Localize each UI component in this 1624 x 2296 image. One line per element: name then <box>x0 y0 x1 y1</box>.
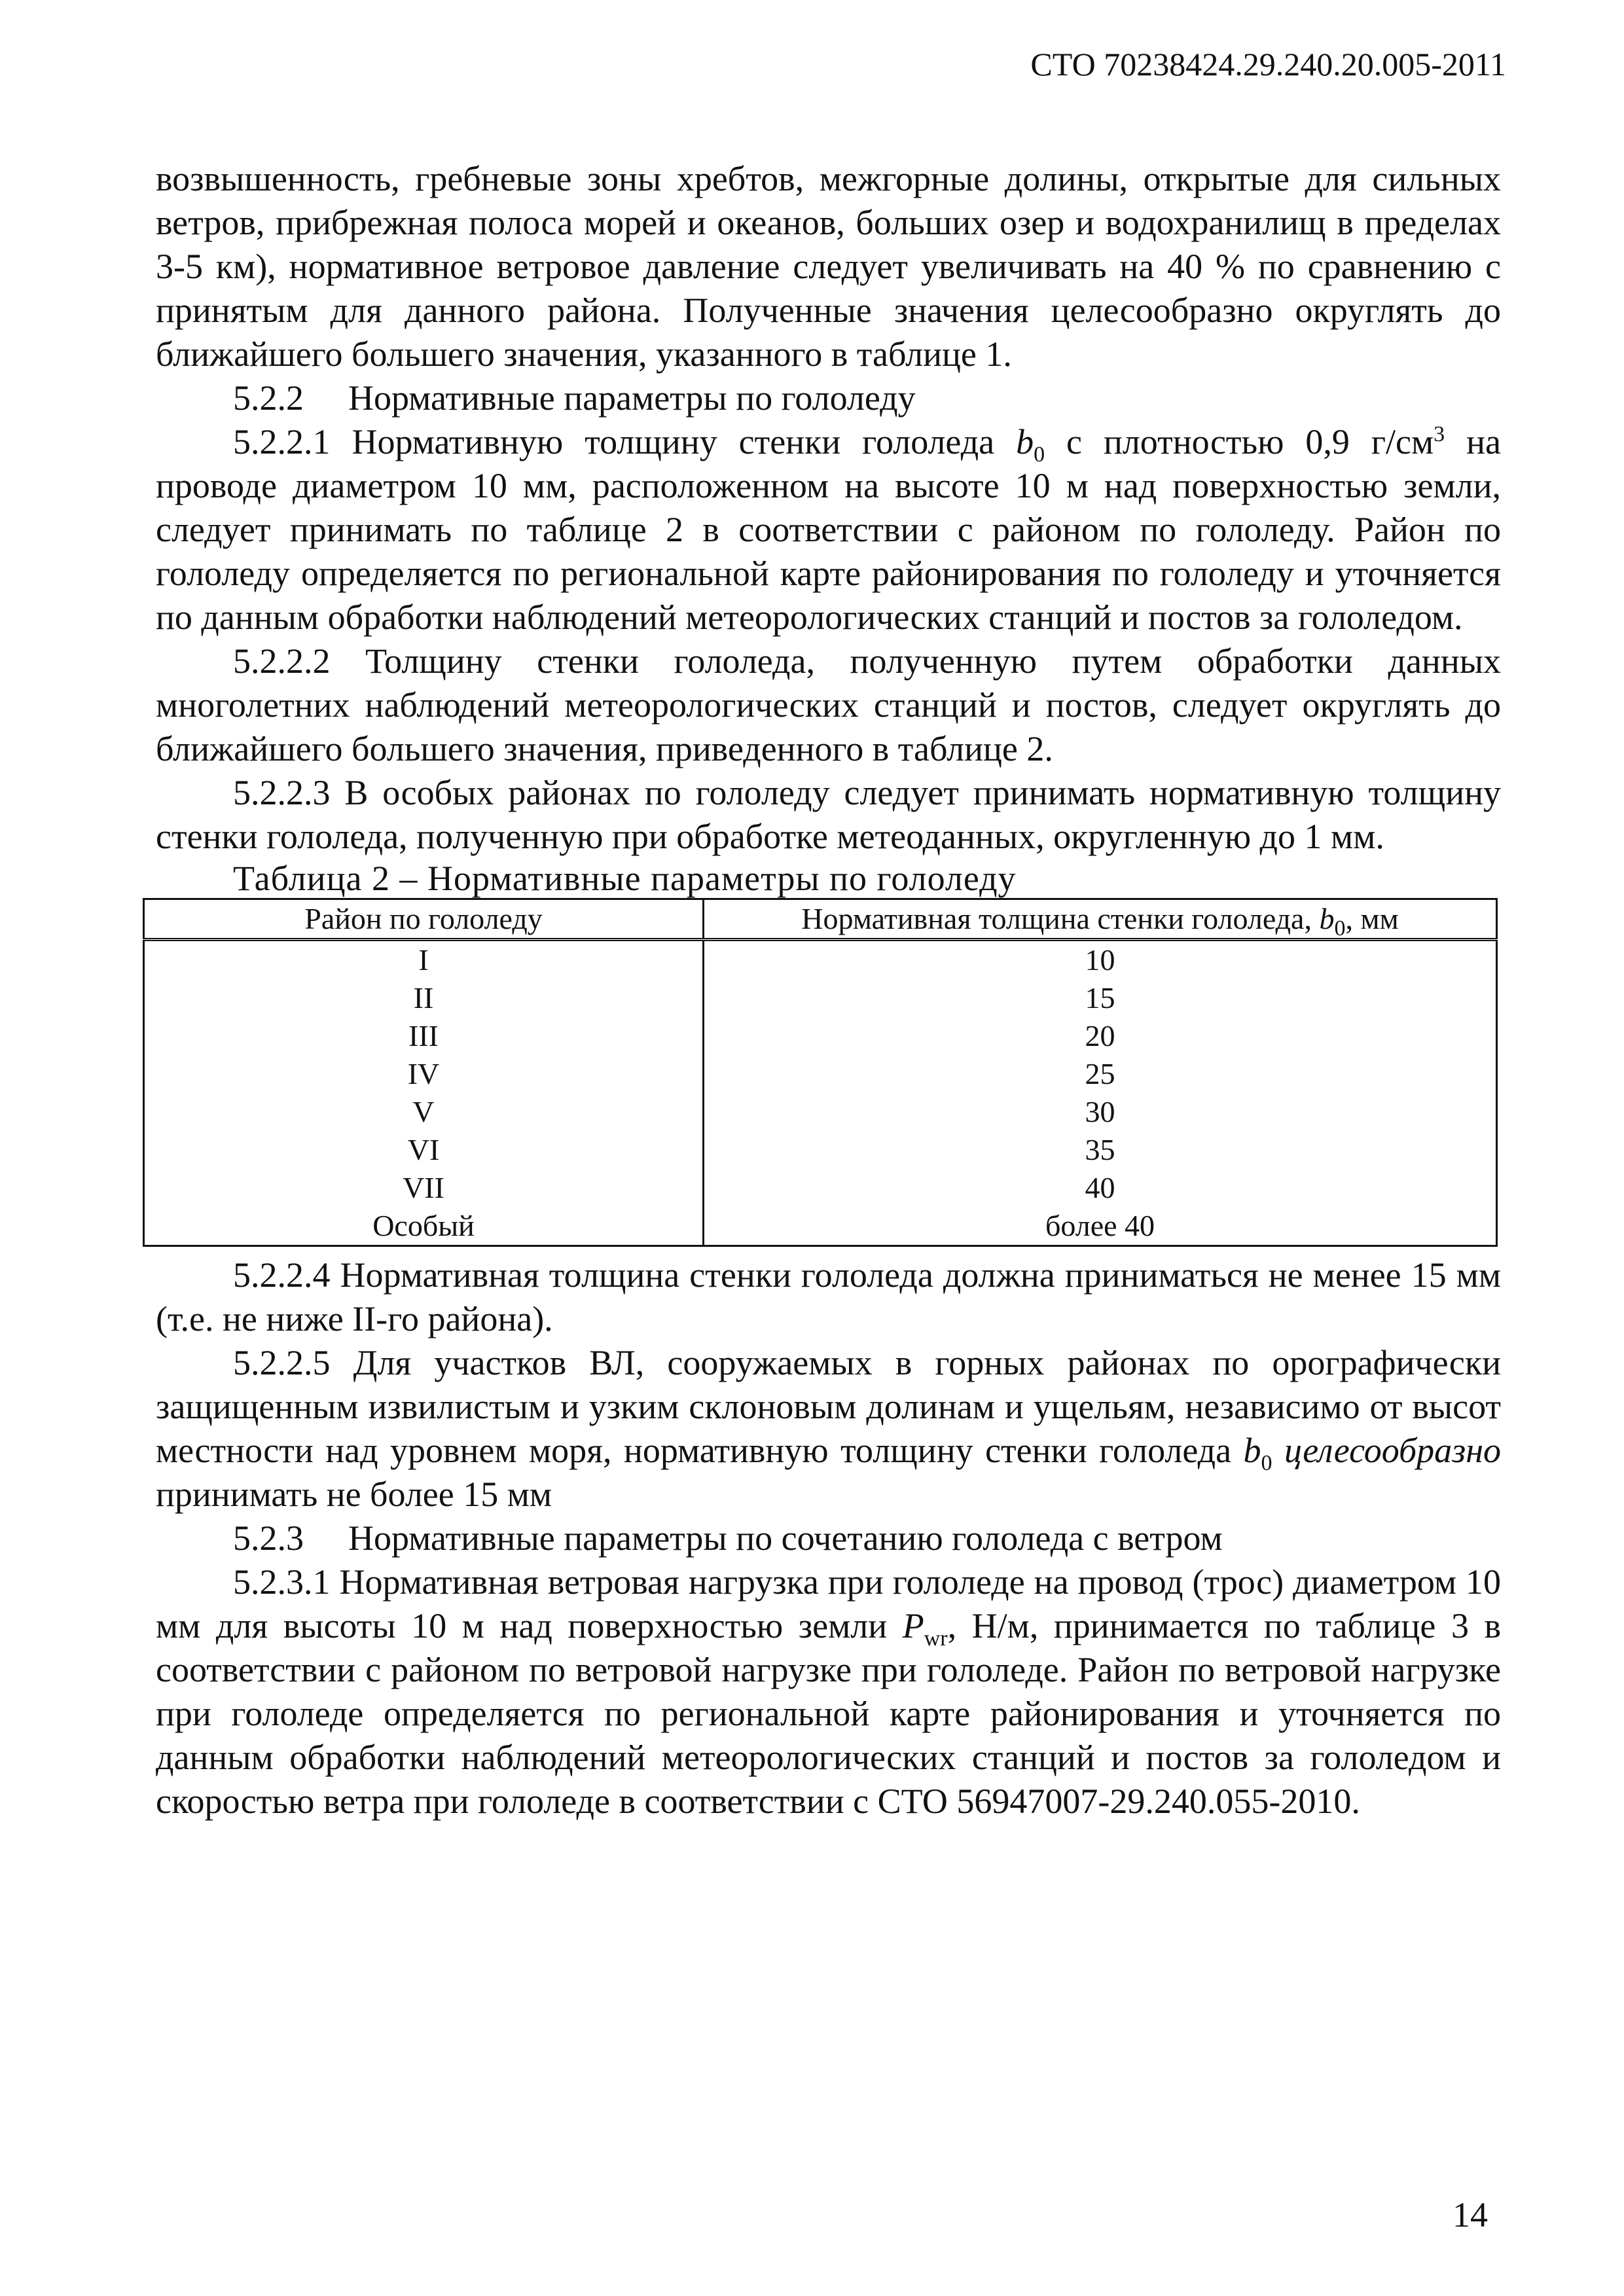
thickness-cell: 10 <box>704 940 1497 980</box>
section-5-2-3-heading <box>156 1516 1501 1560</box>
clause-number: 5.2.3.1 <box>233 1562 331 1602</box>
section-number: 5.2.2 <box>233 378 304 418</box>
symbol-subscript: 0 <box>1261 1450 1272 1475</box>
clause-text: , Н/м, принимается по таблице 3 в соответствии с районом по ветровой нагрузке при гололеде. Район по ветровой нагрузке при гололеде определяется по региональной карте районирования и уточняется по данным обработки наблюдений метеорологических станций и постов за гололедом и скоростью ветра при гололеде в соответствии с СТО 56947007-29.240.055-2010. <box>156 1606 1502 1821</box>
paragraph-5-2-2-4 <box>156 1253 1501 1341</box>
clause-number: 5.2.2.1 <box>233 422 331 461</box>
thickness-cell: более 40 <box>704 1207 1497 1246</box>
region-cell: IV <box>144 1055 704 1093</box>
table-row <box>144 1169 1497 1207</box>
thickness-cell: 15 <box>704 979 1497 1017</box>
section-5-2-2-heading <box>156 376 1501 420</box>
symbol-subscript: 0 <box>1034 442 1045 467</box>
table-2-caption: Таблица 2 – Нормативные параметры по гололеду <box>233 859 1017 898</box>
region-cell: V <box>144 1093 704 1131</box>
symbol-p: P <box>902 1606 924 1645</box>
thickness-cell: 20 <box>704 1017 1497 1055</box>
clause-text: на проводе диаметром 10 мм, расположенном на высоте 10 м над поверхностью земли, следует принимать по таблице 2 в соответствии с районом по гололеду. Район по гололеду определяется по региональной карте районирования по гололеду и уточняется по данным обработки наблюдений метеорологических станций и постов за гололедом. <box>156 422 1501 637</box>
table-row <box>144 1055 1497 1093</box>
document-code-header: СТО 70238424.29.240.20.005-2011 <box>1030 46 1506 82</box>
section-title: Нормативные параметры по сочетанию гололеда с ветром <box>348 1518 1223 1558</box>
table-row <box>144 979 1497 1017</box>
region-cell: I <box>144 940 704 980</box>
thickness-cell: 30 <box>704 1093 1497 1131</box>
clause-text: Нормативная толщина стенки гололеда должна приниматься не менее 15 мм (т.е. не ниже II-го района). <box>156 1255 1502 1338</box>
clause-number: 5.2.2.4 <box>233 1255 331 1295</box>
symbol-subscript: wr <box>924 1626 948 1651</box>
symbol-b: b <box>1243 1431 1261 1470</box>
clause-text: с плотностью 0,9 г/см <box>1066 422 1434 461</box>
thickness-cell: 35 <box>704 1131 1497 1169</box>
paragraph-5-2-3-1 <box>156 1560 1501 1823</box>
clause-text: Толщину стенки гололеда, полученную путем обработки данных многолетних наблюдений метеорологических станций и постов, следует округлять до ближайшего большего значения, приведенного в таблице 2. <box>156 641 1502 768</box>
table-row <box>144 940 1497 980</box>
paragraph-5-2-2-5 <box>156 1341 1501 1516</box>
thickness-cell: 40 <box>704 1169 1497 1207</box>
clause-text: В особых районах по гололеду следует принимать нормативную толщину стенки гололеда, полученную при обработке метеоданных, округленную до 1 мм. <box>156 773 1502 856</box>
table-row <box>144 1131 1497 1169</box>
paragraph-5-2-2-1 <box>156 420 1501 639</box>
paragraph-5-2-2-3 <box>156 771 1501 859</box>
section-title: Нормативные параметры по гололеду <box>348 378 916 418</box>
page-body <box>156 157 1501 1823</box>
region-cell: VI <box>144 1131 704 1169</box>
region-cell: Особый <box>144 1207 704 1246</box>
clause-text: Для участков ВЛ, сооружаемых в горных районах по орографически защищенным извилистым и узким склоновым долинам и ущельям, независимо от высот местности над уровнем моря, нормативную толщину стенки гололеда <box>156 1343 1501 1470</box>
paragraph-5-2-2-2 <box>156 639 1501 771</box>
clause-number: 5.2.2.2 <box>233 641 331 681</box>
table-header-thickness: Нормативная толщина стенки гололеда, $b_0$, мм <box>704 899 1497 940</box>
table-header-region: Район по гололеду <box>144 899 704 940</box>
symbol-b: b <box>1016 422 1034 461</box>
table-row <box>144 1017 1497 1055</box>
page-number: 14 <box>1453 2195 1488 2234</box>
table-row <box>144 1093 1497 1131</box>
clause-text: Нормативную толщину стенки гололеда <box>352 422 995 461</box>
clause-text: принимать не более 15 мм <box>156 1475 552 1514</box>
italic-word: целесообразно <box>1284 1431 1501 1470</box>
clause-text: Нормативная ветровая нагрузка при гололеде на провод (трос) диаметром 10 мм для высоты 10 м над поверхностью земли <box>156 1562 1502 1645</box>
region-cell: III <box>144 1017 704 1055</box>
clause-number: 5.2.2.3 <box>233 773 331 812</box>
region-cell: II <box>144 979 704 1017</box>
clause-number: 5.2.2.5 <box>233 1343 331 1382</box>
table-row <box>144 1207 1497 1246</box>
section-number: 5.2.3 <box>233 1518 304 1558</box>
ice-thickness-table <box>143 898 1498 1247</box>
intro-paragraph: возвышенность, гребневые зоны хребтов, межгорные долины, открытые для сильных ветров, прибрежная полоса морей и океанов, больших озер и водохранилищ в пределах 3-5 км), нормативное ветровое давление следует увеличивать на 40 % по сравнению с принятым для данного района. Полученные значения целесообразно округлять до ближайшего большего значения, указанного в таблице 1. <box>156 159 1501 374</box>
region-cell: VII <box>144 1169 704 1207</box>
unit-superscript: 3 <box>1434 422 1445 446</box>
thickness-cell: 25 <box>704 1055 1497 1093</box>
